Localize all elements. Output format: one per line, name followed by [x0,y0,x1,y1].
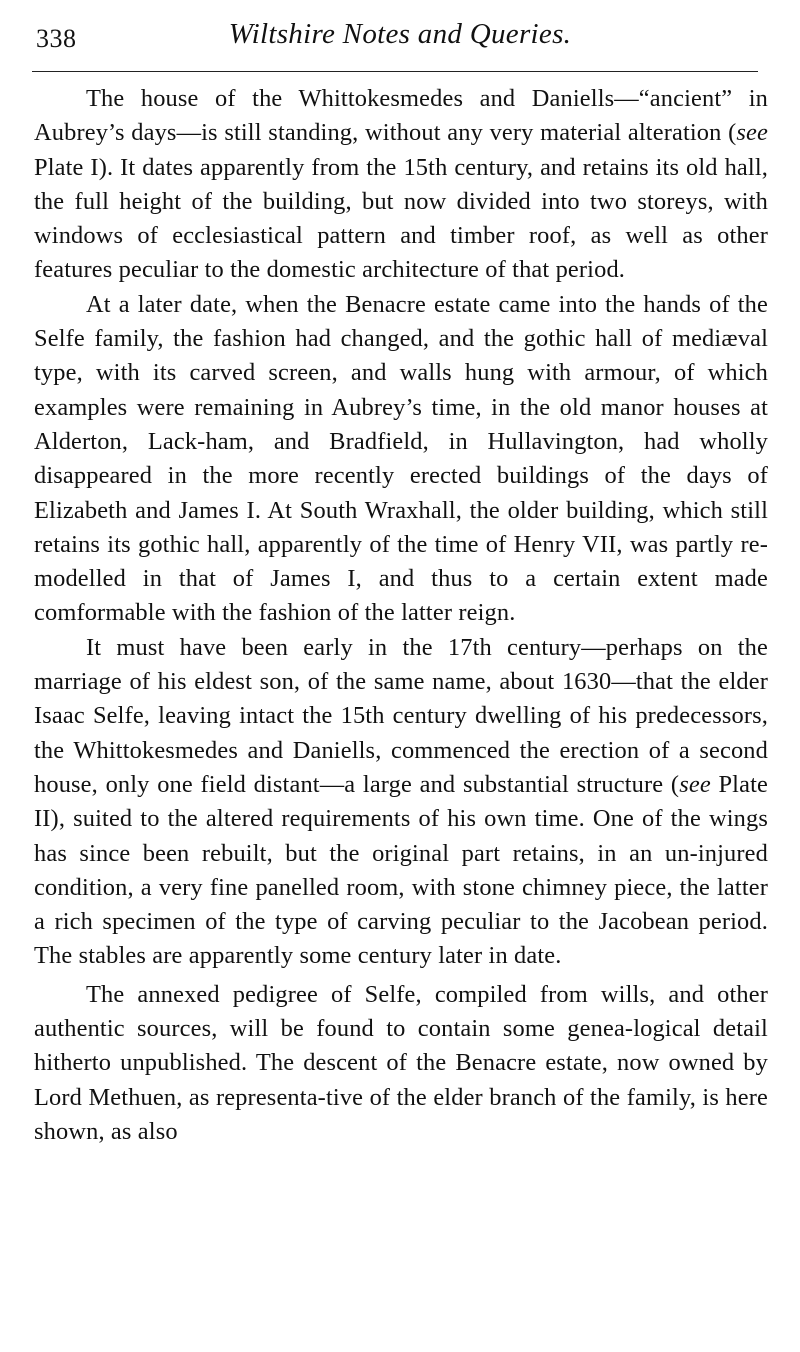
paragraph-1-text-a: The house of the Whittokesmedes and Daniells—“ancient” in Aubrey’s days—is still standing, without any very material alteration ( [34,85,768,147]
paragraph-3-text-a: It must have been early in the 17th century—perhaps on the marriage of his eldest son, of the same name, about 1630—that the elder Isaac Selfe, leaving intact the 15th century dwelling of his predecessors, the Whittokesmedes and Daniells, commenced the erection of a second house, only one field distant—a large and substantial structure ( [34,633,768,798]
paragraph-2: At a later date, when the Benacre estate came into the hands of the Selfe family, the fashion had changed, and the gothic hall of mediæval type, with its carved screen, and walls hung with armour, of which examples were remaining in Aubrey’s time, in the old manor houses at Alderton, Lack-ham, and Bradfield, in Hullavington, had wholly disappeared in the more recently erected buildings of the days of Elizabeth and James I. At South Wraxhall, the older building, which still retains its gothic hall, apparently of the time of Henry VII, was partly re-modelled in that of James I, and thus to a certain extent made comformable with the fashion of the latter reign. [34,290,768,627]
paragraph-3-text-b: Plate II), suited to the altered requirements of his own time. One of the wings has since been rebuilt, but the original part retains, in an un-injured condition, a very fine panelled room, with stone chimney piece, the latter a rich specimen of the type of carving peculiar to the Jacobean period. The stables are apparently some century later in date. [34,770,768,970]
paragraph-1-italic: see [736,119,768,147]
running-title: Wiltshire Notes and Queries. [228,18,572,50]
paragraph-1-text-b: Plate I). It dates apparently from the 15th century, and retains its old hall, the full height of the building, but now divided into two storeys, with windows of ecclesiastical pattern and timber roof, as well as other features peculiar to the domestic architecture of that period. [34,153,768,284]
paragraph-4: The annexed pedigree of Selfe, compiled from wills, and other authentic sources, will be found to contain some genea-logical detail hitherto unpublished. The descent of the Benacre estate, now owned by Lord Methuen, as representa-tive of the elder branch of the family, is here shown, as also [34,980,768,1145]
page-number: 338 [36,24,77,53]
body-text [34,82,768,1149]
paragraph-1 [34,82,768,288]
header-rule [32,71,758,72]
page-header [36,18,764,58]
paragraph-3-italic: see [679,770,711,798]
paragraph-3 [34,631,768,974]
